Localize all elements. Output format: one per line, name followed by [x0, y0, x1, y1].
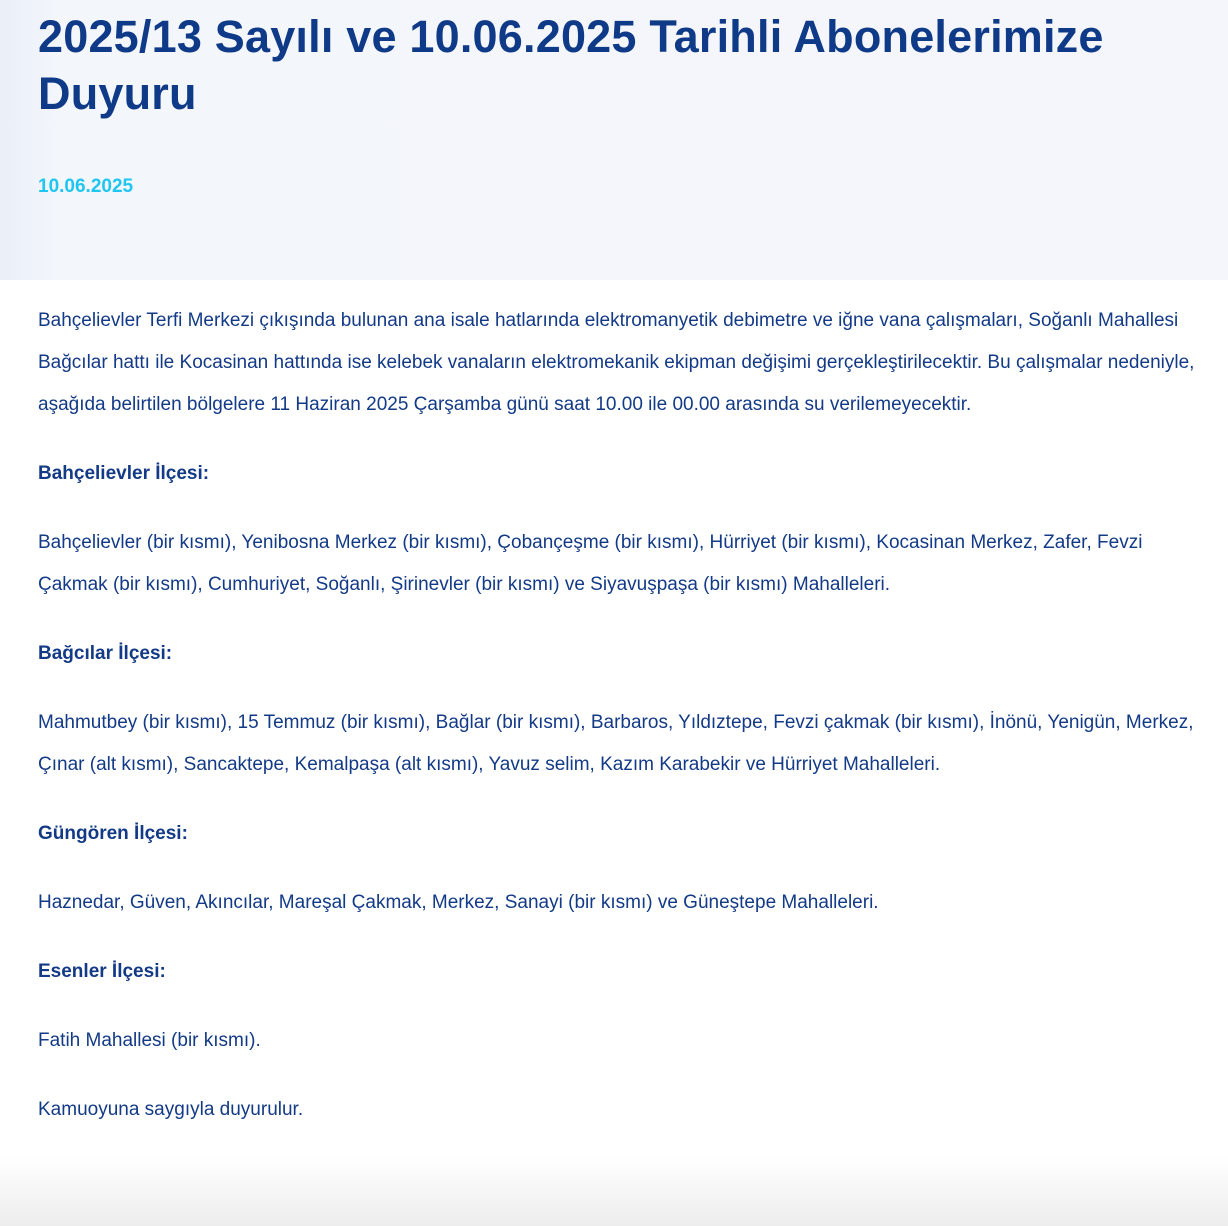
bottom-fade [0, 1156, 1228, 1226]
district-heading: Bağcılar İlçesi: [38, 643, 173, 664]
intro-paragraph: Bahçelievler Terfi Merkezi çıkışında bulunan ana isale hatlarında elektromanyetik debimetre ve iğne vana çalışmaları, Soğanlı Mahallesi Bağcılar hattı ile Kocasinan hattında ise kelebek vanaların elektromekanik ekipman değişimi gerçekleştirilecektir. Bu çalışmalar nedeniyle, aşağıda belirtilen bölgelere 11 Haziran 2025 Çarşamba günü saat 10.00 ile 00.00 arasında su verilemeyecektir. [38, 310, 1195, 415]
district-areas: Haznedar, Güven, Akıncılar, Mareşal Çakmak, Merkez, Sanayi (bir kısmı) ve Güneştepe Mahalleleri. [38, 892, 879, 913]
page-title: 2025/13 Sayılı ve 10.06.2025 Tarihli Abonelerimize Duyuru [38, 11, 1104, 119]
district-areas: Bahçelievler (bir kısmı), Yenibosna Merkez (bir kısmı), Çobançeşme (bir kısmı), Hürriyet (bir kısmı), Kocasinan Merkez, Zafer, Fevzi Çakmak (bir kısmı), Cumhuriyet, Soğanlı, Şirinevler (bir kısmı) ve Siyavuşpaşa (bir kısmı) Mahalleleri. [38, 532, 1143, 595]
district-areas: Mahmutbey (bir kısmı), 15 Temmuz (bir kısmı), Bağlar (bir kısmı), Barbaros, Yıldıztepe, Fevzi çakmak (bir kısmı), İnönü, Yenigün, Merkez, Çınar (alt kısmı), Sancaktepe, Kemalpaşa (alt kısmı), Yavuz selim, Kazım Karabekir ve Hürriyet Mahalleleri. [38, 712, 1194, 775]
district-heading: Güngören İlçesi: [38, 823, 188, 844]
district-heading: Esenler İlçesi: [38, 961, 166, 982]
closing-line: Kamuoyuna saygıyla duyurulur. [38, 1099, 304, 1120]
district-areas: Fatih Mahallesi (bir kısmı). [38, 1030, 261, 1051]
announcement-header [0, 0, 1228, 280]
publish-date: 10.06.2025 [38, 176, 134, 197]
district-heading: Bahçelievler İlçesi: [38, 463, 210, 484]
announcement-body [0, 280, 1228, 1131]
